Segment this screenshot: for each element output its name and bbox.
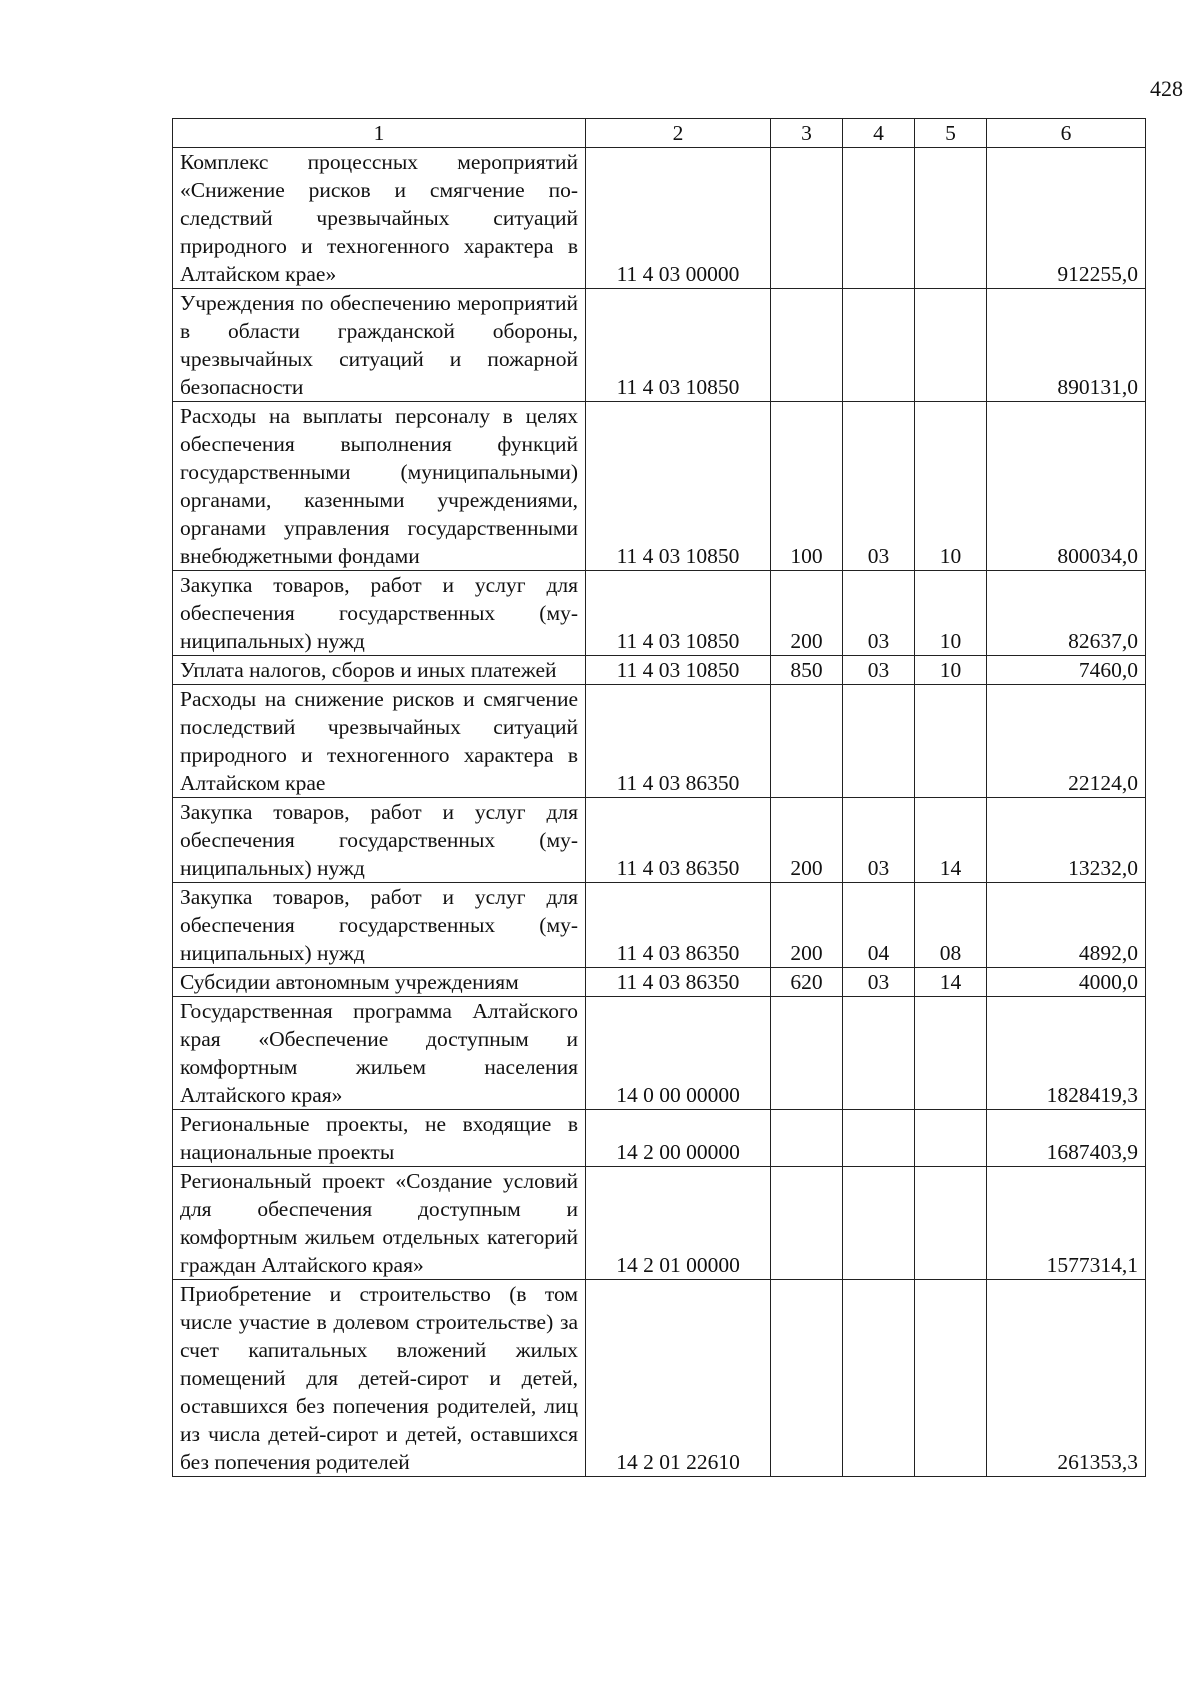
row-amount: 82637,0 <box>987 571 1146 656</box>
row-name: Субсидии автономным учреждениям <box>173 968 586 997</box>
row-code: 14 0 00 00000 <box>586 997 771 1110</box>
row-col4 <box>843 1280 915 1477</box>
row-col5 <box>915 1167 987 1280</box>
row-code: 11 4 03 10850 <box>586 571 771 656</box>
row-name: Региональный проект «Создание условий для обеспечения доступным и комфортным жильем отдельных категорий граждан Алтайского края» <box>173 1167 586 1280</box>
row-col5 <box>915 685 987 798</box>
column-header-4: 4 <box>843 119 915 148</box>
column-header-2: 2 <box>586 119 771 148</box>
row-col4: 04 <box>843 883 915 968</box>
row-name: Закупка товаров, работ и услуг для обеспечения государственных (муниципальных) нужд <box>173 571 586 656</box>
row-col5 <box>915 148 987 289</box>
row-code: 11 4 03 00000 <box>586 148 771 289</box>
row-amount: 1687403,9 <box>987 1110 1146 1167</box>
row-code: 11 4 03 10850 <box>586 656 771 685</box>
row-col5 <box>915 1110 987 1167</box>
table-row <box>173 289 1146 402</box>
row-col5 <box>915 289 987 402</box>
row-col4: 03 <box>843 798 915 883</box>
budget-table <box>172 118 1146 1477</box>
column-header-3: 3 <box>771 119 843 148</box>
row-col5: 10 <box>915 402 987 571</box>
table-row <box>173 1110 1146 1167</box>
row-col3 <box>771 685 843 798</box>
row-name: Комплекс процессных мероприятий «Снижение рисков и смягчение последствий чрезвычайных ситуаций природного и техногенного характера в Алтайском крае» <box>173 148 586 289</box>
row-col4 <box>843 289 915 402</box>
row-name: Региональные проекты, не входящие в национальные проекты <box>173 1110 586 1167</box>
row-code: 14 2 00 00000 <box>586 1110 771 1167</box>
table-row <box>173 656 1146 685</box>
row-col3: 200 <box>771 798 843 883</box>
row-col3 <box>771 1167 843 1280</box>
row-col4: 03 <box>843 656 915 685</box>
row-col4: 03 <box>843 968 915 997</box>
row-col4 <box>843 1167 915 1280</box>
row-name: Учреждения по обеспечению мероприятий в области гражданской обороны, чрезвычайных ситуаций и пожарной безопасности <box>173 289 586 402</box>
row-col3: 200 <box>771 883 843 968</box>
column-header-6: 6 <box>987 119 1146 148</box>
table-row <box>173 571 1146 656</box>
table-row <box>173 883 1146 968</box>
column-header-5: 5 <box>915 119 987 148</box>
row-name: Приобретение и строительство (в том числе участие в долевом строительстве) за счет капитальных вложений жилых помещений для детей-сирот и детей, оставшихся без попечения родителей, лиц из числа детей-сирот и детей, оставшихся без попечения родителей <box>173 1280 586 1477</box>
row-col5: 08 <box>915 883 987 968</box>
row-amount: 912255,0 <box>987 148 1146 289</box>
table-row <box>173 968 1146 997</box>
row-amount: 800034,0 <box>987 402 1146 571</box>
row-code: 14 2 01 22610 <box>586 1280 771 1477</box>
table-row <box>173 997 1146 1110</box>
row-code: 11 4 03 10850 <box>586 289 771 402</box>
row-col4 <box>843 1110 915 1167</box>
row-amount: 1577314,1 <box>987 1167 1146 1280</box>
row-name: Закупка товаров, работ и услуг для обеспечения государственных (муниципальных) нужд <box>173 798 586 883</box>
row-amount: 13232,0 <box>987 798 1146 883</box>
row-col4 <box>843 685 915 798</box>
table-row <box>173 685 1146 798</box>
row-code: 11 4 03 86350 <box>586 883 771 968</box>
row-amount: 261353,3 <box>987 1280 1146 1477</box>
row-col4: 03 <box>843 571 915 656</box>
row-name: Расходы на снижение рисков и смягчение последствий чрезвычайных ситуаций природного и техногенного характера в Алтайском крае <box>173 685 586 798</box>
row-col5: 14 <box>915 968 987 997</box>
row-name: Закупка товаров, работ и услуг для обеспечения государственных (муниципальных) нужд <box>173 883 586 968</box>
row-col3: 850 <box>771 656 843 685</box>
row-col4 <box>843 997 915 1110</box>
row-col3 <box>771 289 843 402</box>
row-col4 <box>843 148 915 289</box>
row-code: 11 4 03 86350 <box>586 968 771 997</box>
column-header-1: 1 <box>173 119 586 148</box>
row-col3: 200 <box>771 571 843 656</box>
table-row <box>173 1167 1146 1280</box>
row-name: Уплата налогов, сборов и иных платежей <box>173 656 586 685</box>
row-code: 11 4 03 86350 <box>586 685 771 798</box>
row-amount: 22124,0 <box>987 685 1146 798</box>
row-code: 14 2 01 00000 <box>586 1167 771 1280</box>
row-name: Расходы на выплаты персоналу в целях обеспечения выполнения функций государственными (муниципальными) органами, казенными учреждениями, органами управления государственными внебюджетными фондами <box>173 402 586 571</box>
row-amount: 1828419,3 <box>987 997 1146 1110</box>
row-col3 <box>771 1110 843 1167</box>
row-col5: 10 <box>915 656 987 685</box>
row-amount: 890131,0 <box>987 289 1146 402</box>
row-amount: 4892,0 <box>987 883 1146 968</box>
row-col3: 620 <box>771 968 843 997</box>
row-col5 <box>915 1280 987 1477</box>
row-code: 11 4 03 10850 <box>586 402 771 571</box>
table-row <box>173 1280 1146 1477</box>
header-row <box>173 119 1146 148</box>
row-col3 <box>771 1280 843 1477</box>
table-row <box>173 798 1146 883</box>
row-col3 <box>771 148 843 289</box>
row-amount: 4000,0 <box>987 968 1146 997</box>
row-name: Государственная программа Алтайского края «Обеспечение доступным и комфортным жильем населения Алтайского края» <box>173 997 586 1110</box>
table-row <box>173 402 1146 571</box>
table-row <box>173 148 1146 289</box>
row-col3: 100 <box>771 402 843 571</box>
row-col5 <box>915 997 987 1110</box>
row-col4: 03 <box>843 402 915 571</box>
row-col5: 14 <box>915 798 987 883</box>
row-code: 11 4 03 86350 <box>586 798 771 883</box>
row-col5: 10 <box>915 571 987 656</box>
row-col3 <box>771 997 843 1110</box>
row-amount: 7460,0 <box>987 656 1146 685</box>
page-number: 428 <box>1150 76 1183 101</box>
